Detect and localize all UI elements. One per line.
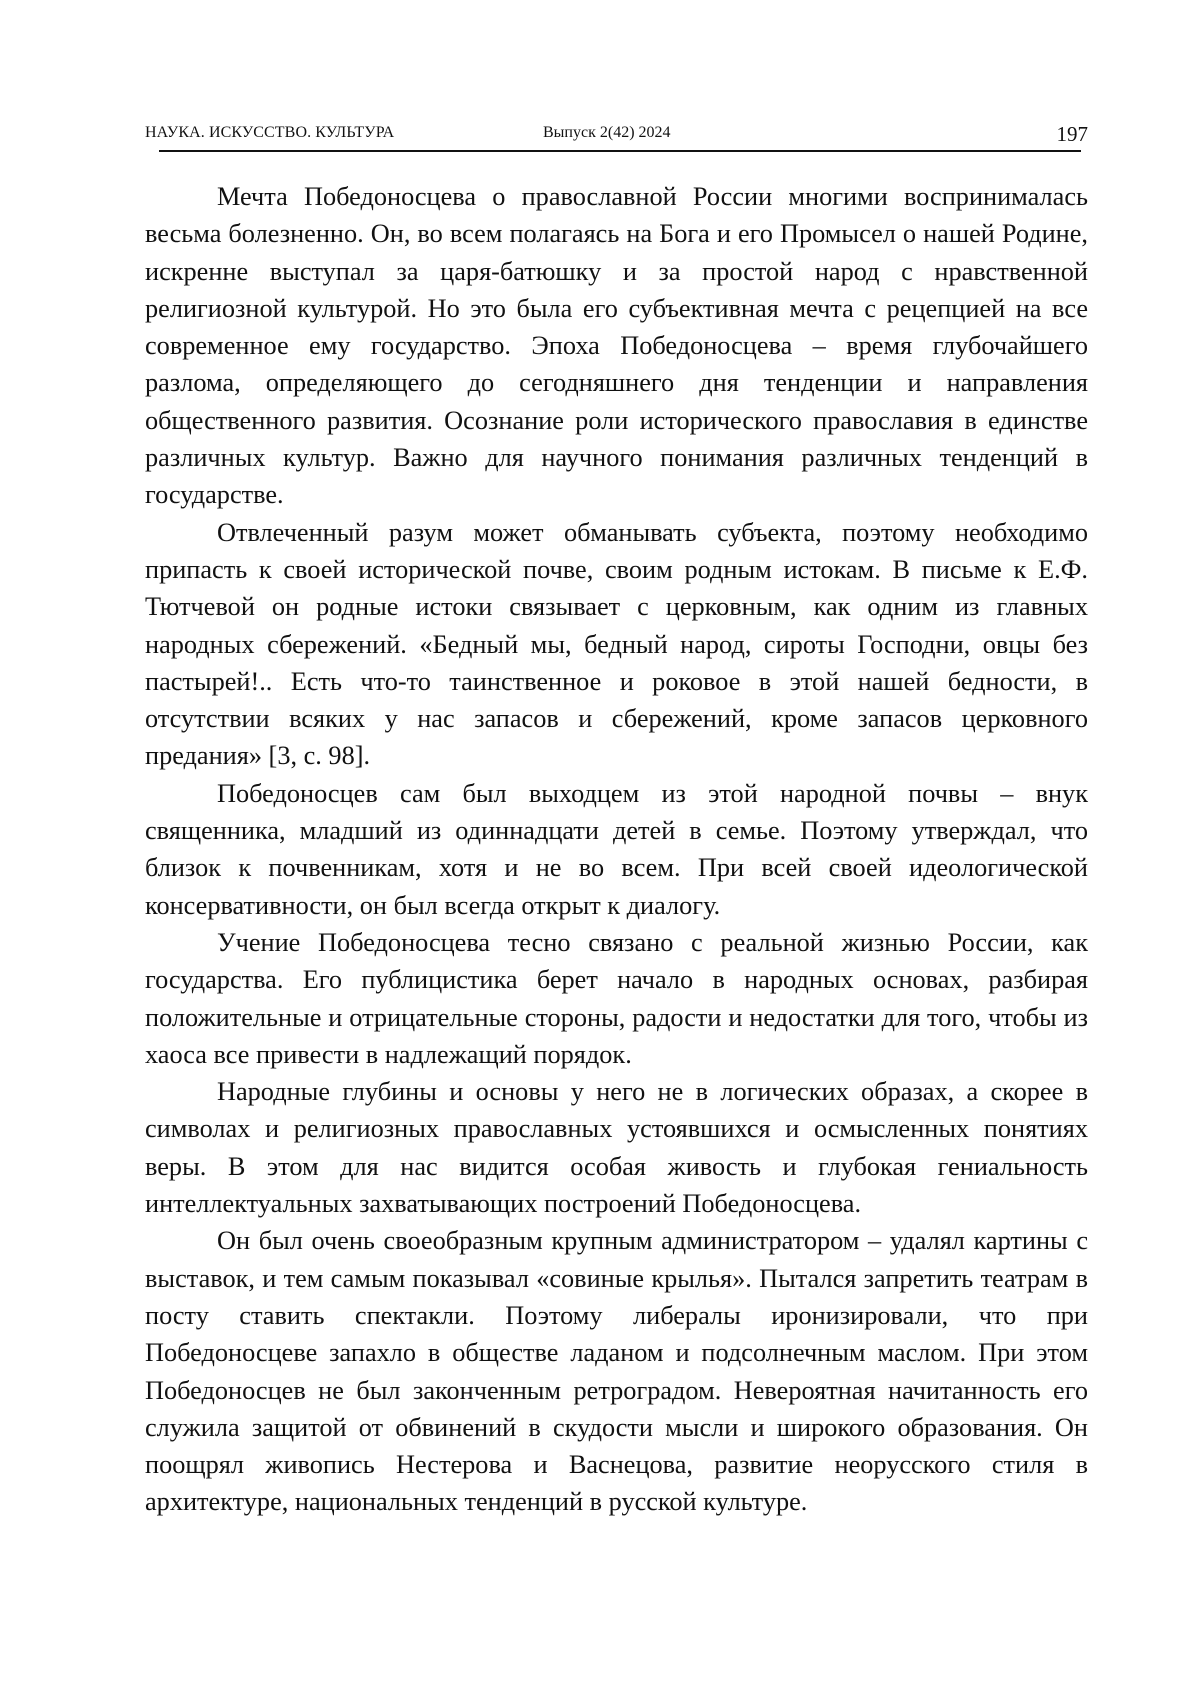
journal-title: НАУКА. ИСКУССТВО. КУЛЬТУРА [145, 124, 394, 142]
paragraph: Мечта Победоносцева о православной России многими воспринималась весьма болезненно. Он, во всем полагаясь на Бога и его Промысел о нашей Родине, искренне выступал за царя-батюшку и за простой народ с нравственной религиозной культурой. Но это была его субъективная мечта с рецепцией на все современное ему государство. Эпоха Победоносцева – время глубочайшего разлома, определяющего до сегодняшнего дня тенденции и направления общественного развития. Осознание роли исторического православия в единстве различных культур. Важно для научного понимания различных тенденций в государстве. [145, 178, 1088, 514]
running-header [145, 120, 1088, 160]
paragraph: Он был очень своеобразным крупным администратором – удалял картины с выставок, и тем самым показывал «совиные крылья». Пытался запретить театрам в посту ставить спектакли. Поэтому либералы иронизировали, что при Победоносцеве запахло в обществе ладаном и подсолнечным маслом. При этом Победоносцев не был законченным ретроградом. Невероятная начитанность его служила защитой от обвинений в скудости мысли и широкого образования. Он поощрял живопись Нестерова и Васнецова, развитие неорусского стиля в архитектуре, национальных тенденций в русской культуре. [145, 1222, 1088, 1520]
page-number: 197 [1057, 122, 1089, 147]
issue-label: Выпуск 2(42) 2024 [543, 124, 671, 142]
paragraph: Победоносцев сам был выходцем из этой народной почвы – внук священника, младший из одиннадцати детей в семье. Поэтому утверждал, что близок к почвенникам, хотя и не во всем. При всей своей идеологической консервативности, он был всегда открыт к диалогу. [145, 775, 1088, 924]
body-text [145, 178, 1088, 1521]
paragraph: Отвлеченный разум может обманывать субъекта, поэтому необходимо припасть к своей исторической почве, своим родным истокам. В письме к Е.Ф. Тютчевой он родные истоки связывает с церковным, как одним из главных народных сбережений. «Бедный мы, бедный народ, сироты Господни, овцы без пастырей!.. Есть что-то таинственное и роковое в этой нашей бедности, в отсутствии всяких у нас запасов и сбережений, кроме запасов церковного предания» [3, с. 98]. [145, 514, 1088, 775]
header-rule [159, 150, 1081, 152]
paragraph: Учение Победоносцева тесно связано с реальной жизнью России, как государства. Его публицистика берет начало в народных основах, разбирая положительные и отрицательные стороны, радости и недостатки для того, чтобы из хаоса все привести в надлежащий порядок. [145, 924, 1088, 1073]
paragraph: Народные глубины и основы у него не в логических образах, а скорее в символах и религиозных православных устоявшихся и осмысленных понятиях веры. В этом для нас видится особая живость и глубокая гениальность интеллектуальных захватывающих построений Победоносцева. [145, 1073, 1088, 1222]
document-page [0, 0, 1200, 1697]
